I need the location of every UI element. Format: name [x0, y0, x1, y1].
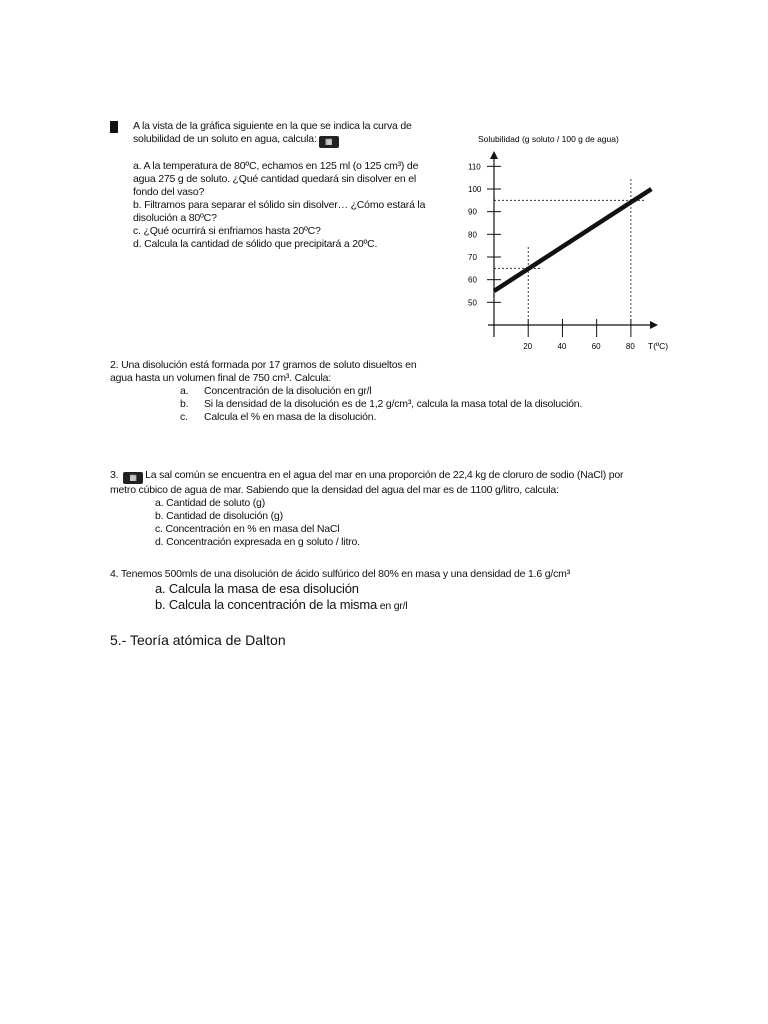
- problem3-text: [110, 469, 670, 549]
- chart-series: [494, 189, 651, 291]
- calculator-icon: ▦: [123, 472, 143, 484]
- section5-title: 5.- Teoría atómica de Dalton: [110, 632, 286, 648]
- x-tick-label: 80: [625, 342, 635, 351]
- y-tick-label: 80: [468, 230, 477, 240]
- chart-title: Solubilidad (g soluto / 100 g de agua): [478, 134, 619, 144]
- problem1-d-line: d. Calcula la cantidad de sólido que precipitará a 20ºC.: [133, 238, 378, 250]
- x-tick-label: 40: [557, 342, 567, 351]
- y-tick-label: 70: [468, 253, 477, 262]
- problem4-item-b-main: b. Calcula la concentración de la misma: [155, 597, 377, 612]
- problem4-line: 4. Tenemos 500mls de una disolución de ácido sulfúrico del 80% en masa y una densidad de 1.6 g/cm³: [110, 568, 571, 580]
- chart-axes: [488, 151, 658, 337]
- chart-ticks: [468, 162, 635, 351]
- series-line: [494, 189, 651, 291]
- problem1-b-line2: disolución a 80ºC?: [133, 212, 217, 224]
- problem3-line1: La sal común se encuentra en el agua del mar en una proporción de 22,4 kg de cloruro de sodio (NaCl) por: [145, 469, 624, 481]
- list-item: a. Cantidad de soluto (g): [155, 497, 265, 509]
- problem1-c-line: c. ¿Qué ocurrirá si enfriamos hasta 20ºC?: [133, 225, 321, 237]
- problem1-intro-line1: A la vista de la gráfica siguiente en la que se indica la curva de: [133, 120, 412, 132]
- x-tick-label: 60: [591, 342, 601, 351]
- calculator-icon: ▦: [319, 136, 339, 148]
- problem4-list: [110, 581, 670, 613]
- problem4-text: [110, 568, 670, 613]
- y-tick-label: 60: [468, 275, 477, 285]
- y-tick-label: 90: [468, 207, 477, 217]
- problem1-text: [133, 120, 448, 251]
- x-axis-arrow-icon: [650, 321, 658, 329]
- list-item: b. Si la densidad de la disolución es de 1,2 g/cm³, calcula la masa total de la disolución.: [180, 398, 583, 410]
- list-item: c. Concentración en % en masa del NaCl: [155, 523, 340, 535]
- chart-guides: [494, 178, 645, 325]
- problem2-text: [110, 359, 670, 424]
- problem3-number: 3.: [110, 469, 119, 481]
- problem3-line2: metro cúbico de agua de mar. Sabiendo que la densidad del agua del mar es de 1100 g/litro, calcula:: [110, 484, 559, 496]
- y-tick-label: 50: [468, 298, 477, 308]
- problem4-item-a: a. Calcula la masa de esa disolución: [155, 581, 359, 596]
- problem1-a-line3: fondo del vaso?: [133, 186, 205, 198]
- x-axis-label: T(ºC): [648, 341, 669, 351]
- y-axis-arrow-icon: [490, 151, 498, 159]
- y-tick-label: 100: [468, 185, 482, 194]
- list-item: a. Concentración de la disolución en gr/l: [180, 385, 372, 397]
- problem4-item-b-small: en gr/l: [376, 600, 408, 612]
- list-item: d. Concentración expresada en g soluto / litro.: [155, 536, 360, 548]
- problem2-line1: 2. Una disolución está formada por 17 gramos de soluto disueltos en: [110, 359, 417, 371]
- x-tick-label: 20: [523, 342, 533, 351]
- y-tick-label: 110: [468, 162, 481, 172]
- problem1-intro-line2: solubilidad de un soluto en agua, calcula:: [133, 133, 317, 145]
- bullet-square-icon: [110, 121, 118, 133]
- problem1-b-line1: b. Filtramos para separar el sólido sin disolver… ¿Cómo estará la: [133, 199, 426, 211]
- problem1-a-line2: agua 275 g de soluto. ¿Qué cantidad quedará sin disolver en el: [133, 173, 416, 185]
- solubility-chart: [460, 125, 680, 360]
- problem2-list: [110, 385, 670, 424]
- problem1-a-line1: a. A la temperatura de 80ºC, echamos en 125 ml (o 125 cm³) de: [133, 160, 419, 172]
- problem3-list: [110, 497, 670, 549]
- list-item: b. Cantidad de disolución (g): [155, 510, 283, 522]
- list-item: c. Calcula el % en masa de la disolución.: [180, 411, 377, 423]
- problem2-line2: agua hasta un volumen final de 750 cm³. Calcula:: [110, 372, 331, 384]
